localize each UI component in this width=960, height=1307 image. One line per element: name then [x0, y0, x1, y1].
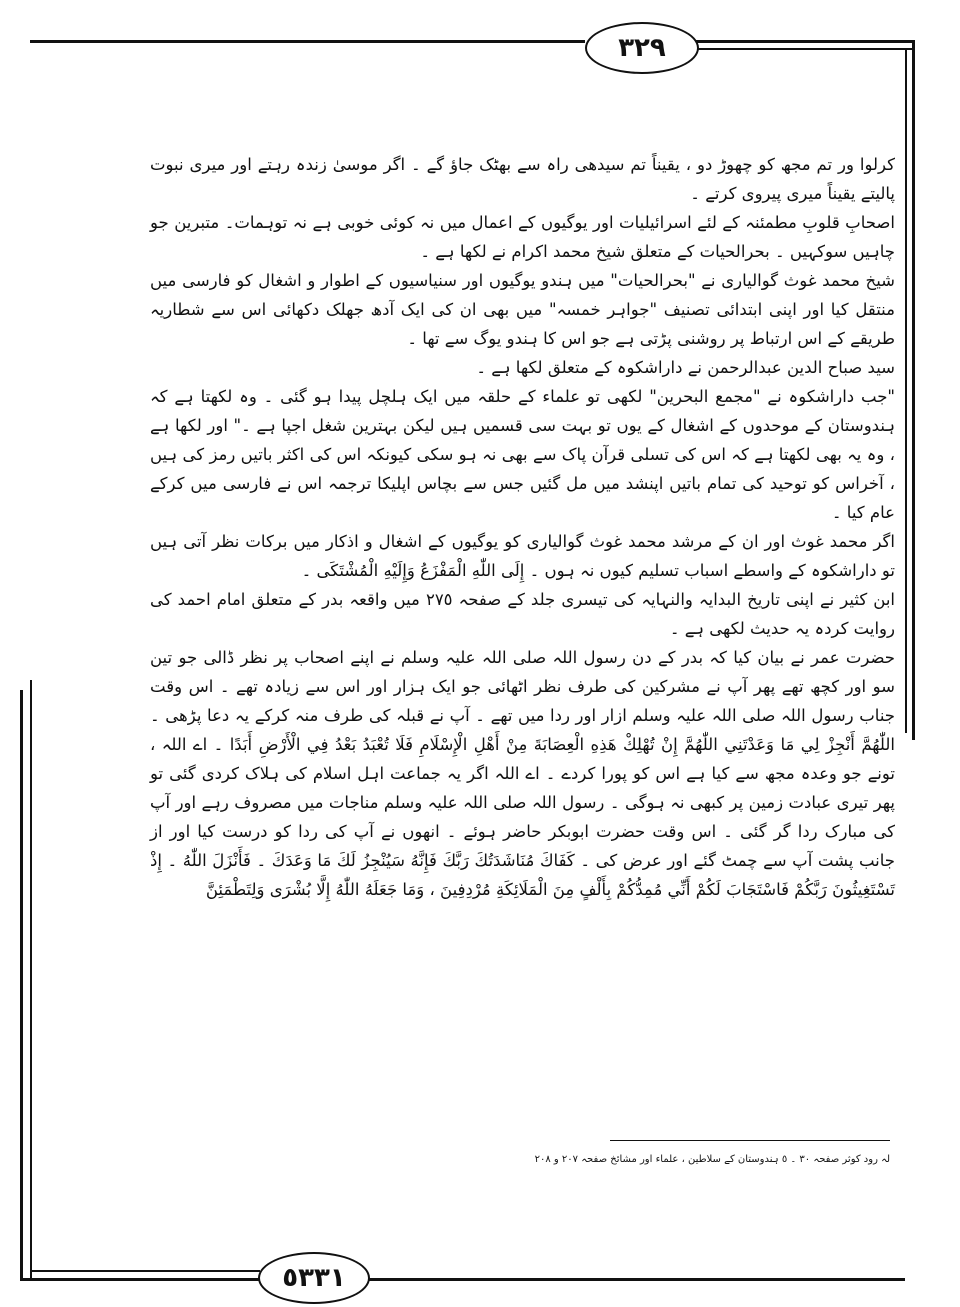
- paragraph: اگر محمد غوث اور ان کے مرشد محمد غوث گوالیاری کو یوگیوں کے اشغال و اذکار میں برکات نظر آتی ہیں تو داراشکوہ کے واسطے اسباب تسلیم کیوں نہ ہوں ۔ إِلَى اللّٰهِ الْمَفْزَعُ وَإِلَيْهِ الْمُشْتَكَى ۔: [150, 532, 895, 580]
- frame-top-rule-right: [695, 40, 915, 43]
- footnotes: لہ رود کوثر صفحہ ٣٠ ۔ ٥ ہندوستان کے سلاطین ، علماء اور مشائخ صفحہ ٢٠٧ و ٢٠٨: [534, 1154, 890, 1165]
- paragraph: کرلوا ور تم مجھ کو چھوڑ دو ، یقیناً تم سیدھی راہ سے بھٹک جاؤ گے ۔ اگر موسیٰ زندہ رہتے اور میری نبوت پالیتے یقیناً میری پیروی کرتے ۔: [150, 155, 895, 203]
- frame-bottom-rule-left: [20, 1278, 260, 1281]
- paragraph: شیخ محمد غوث گوالیاری نے "بحرالحیات" میں ہندو یوگیوں اور سنیاسیوں کے اطوار و اشغال کو فارسی میں منتقل کیا اور اپنی ابتدائی تصنیف "جواہر خمسہ" میں بھی ان کی ایک آدھ جھلک دکھائی اس سے شطاریہ طریقے کے اس ارتباط پر روشنی پڑتی ہے جو اس کا ہندو یوگ سے تھا ۔: [150, 271, 895, 348]
- bottom-page-number: ٥٣٣١: [258, 1252, 370, 1304]
- frame-bottom-rule-left-inner: [30, 1270, 260, 1272]
- paragraph: حضرت عمر نے بیان کیا کہ بدر کے دن رسول اللہ صلی اللہ علیہ وسلم نے اپنے اصحاب پر نظر ڈالی جو تین سو اور کچھ تھے پھر آپ نے مشرکین کی طرف نظر اٹھائی جو ایک ہزار اور اس سے زیادہ تھے ۔ اس وقت جناب رسول اللہ صلی اللہ علیہ وسلم ازار اور ردا میں تھے ۔ آپ نے قبلہ کی طرف منہ کرکے یہ دعا پڑھی ۔ اللّٰهُمَّ أَنْجِزْ لِي مَا وَعَدْتَنِي اللّٰهُمَّ إِنْ تُهْلِكْ هَذِهِ الْعِصَابَةَ مِنْ أَهْلِ الْإِسْلَامِ فَلَا تُعْبَدُ بَعْدُ فِي الْأَرْضِ أَبَدًا ۔ اے اللہ ، تونے جو وعدہ مجھ سے کیا ہے اس کو پورا کردے ۔ اے اللہ اگر یہ جماعت اہل اسلام کی ہلاک کردی گئی تو پھر تیری عبادت زمین پر کبھی نہ ہوگی ۔ رسول اللہ صلی اللہ علیہ وسلم مناجات میں مصروف رہے اور آپ کی مبارک ردا گر گئی ۔ اس وقت حضرت ابوبکر حاضر ہوئے ۔ انھوں نے آپ کی ردا کو درست کیا اور از جانب پشت آپ سے چمٹ گئے اور عرض کی ۔ كَفَاكَ مُنَاشَدَتُكَ رَبَّكَ فَإِنَّهُ سَيُنْجِزُ لَكَ مَا وَعَدَكَ ۔ فَأَنْزَلَ اللّٰهُ ۔ إِذْ تَسْتَغِيثُونَ رَبَّكُمْ فَاسْتَجَابَ لَكُمْ أَنِّي مُمِدُّكُمْ بِأَلْفٍ مِنَ الْمَلَائِكَةِ مُرْدِفِينَ ، وَمَا جَعَلَهُ اللّٰهُ إِلَّا بُشْرَى وَلِتَطْمَئِنَّ: [150, 648, 896, 899]
- frame-top-rule-left: [30, 40, 585, 43]
- paragraph: اصحابِ قلوبِ مطمئنہ کے لئے اسرائیلیات اور یوگیوں کے اعمال میں نہ کوئی خوبی ہے نہ توہمات۔ متبرین جو چاہیں سوکہیں ۔ بحرالحیات کے متعلق شیخ محمد اکرام نے لکھا ہے ۔: [150, 213, 895, 261]
- frame-bottom-rule-right: [365, 1278, 905, 1281]
- frame-left-vertical-inner: [30, 680, 32, 1280]
- frame-right-vertical: [912, 40, 915, 740]
- main-text: [150, 150, 895, 904]
- paragraph: سید صباح الدین عبدالرحمن نے داراشکوہ کے متعلق لکھا ہے ۔: [476, 358, 895, 377]
- paragraph: ابن کثیر نے اپنی تاریخ البدایہ والنہایہ کی تیسری جلد کے صفحہ ٢٧٥ میں واقعہ بدر کے متعلق امام احمد کی روایت کردہ یہ حدیث لکھی ہے ۔: [150, 590, 895, 638]
- frame-left-vertical-outer: [20, 690, 23, 1280]
- frame-right-vertical-inner: [905, 48, 907, 733]
- footnote-divider: [610, 1140, 890, 1141]
- paragraph: "جب داراشکوہ نے "مجمع البحرین" لکھی تو علماء کے حلقہ میں ایک ہلچل پیدا ہو گئی ۔ وہ لکھتا ہے کہ ہندوستان کے موحدوں کے اشغال کے یوں تو بہت سی قسمیں ہیں لیکن بہترین شغل اجپا ہے ۔" اور لکھا ہے ، وہ یہ بھی لکھتا ہے کہ اس کی تسلی قرآن پاک سے بھی نہ ہو سکی کیونکہ اس کی اکثر باتیں رمز کی ہیں ، آخراس کو توحید کی تمام باتیں اپنشد میں مل گئیں جس سے بچاس اپلیکا ترجمہ اس نے فارسی میں کرکے عام کیا ۔: [150, 387, 895, 522]
- top-page-number: ٣٢٩: [585, 22, 699, 74]
- frame-top-rule-inner-right: [695, 48, 915, 50]
